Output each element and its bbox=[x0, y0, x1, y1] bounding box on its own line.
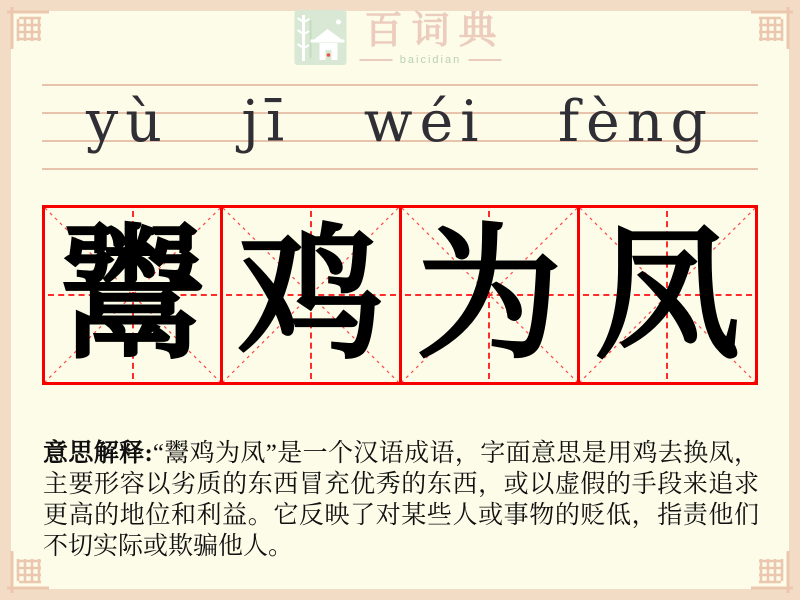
corner-fret-ornament-icon bbox=[5, 549, 51, 595]
tianzige-box bbox=[577, 205, 758, 385]
explanation-text: “鬻鸡为凤”是一个汉语成语，字面意思是用鸡去换凤，主要形容以劣质的东西冒充优秀的东西，或以虚假的手段来追求更高的地位和利益。它反映了对某些人或事物的贬低，指责他们不切实际或欺骗他人。 bbox=[43, 440, 759, 560]
pinyin-syllable: wéi bbox=[363, 89, 486, 155]
tianzige-box bbox=[399, 205, 580, 385]
tianzige-box bbox=[220, 205, 401, 385]
meaning-explanation bbox=[43, 438, 759, 562]
baicidian-logo[interactable] bbox=[294, 10, 505, 66]
pinyin-syllable: fèng bbox=[557, 89, 714, 155]
brand-subtitle: baicidian bbox=[399, 54, 462, 66]
idiom-character: 为 bbox=[416, 209, 563, 380]
corner-fret-ornament-icon bbox=[749, 5, 795, 51]
idiom-character: 凤 bbox=[594, 209, 741, 380]
pinyin-row bbox=[42, 76, 758, 168]
brand-subtitle-row bbox=[360, 54, 501, 66]
pinyin-syllable: jī bbox=[241, 89, 292, 155]
grid-line-4 bbox=[42, 168, 758, 170]
pavilion-bamboo-icon bbox=[294, 10, 346, 65]
pinyin-fourline-grid bbox=[42, 84, 758, 170]
corner-fret-ornament-icon bbox=[5, 5, 51, 51]
explanation-label: 意思解释: bbox=[43, 440, 153, 467]
subtitle-right-rule bbox=[468, 59, 501, 61]
tianzige-box bbox=[42, 205, 223, 385]
logo-texts bbox=[355, 10, 505, 66]
idiom-character: 鸡 bbox=[237, 209, 384, 380]
brand-name: 百词典 bbox=[364, 10, 506, 52]
corner-fret-ornament-icon bbox=[749, 549, 795, 595]
idiom-character: 鬻 bbox=[59, 209, 206, 380]
character-box-row bbox=[42, 205, 758, 385]
pinyin-syllable: yù bbox=[86, 89, 169, 155]
subtitle-left-rule bbox=[360, 59, 393, 61]
